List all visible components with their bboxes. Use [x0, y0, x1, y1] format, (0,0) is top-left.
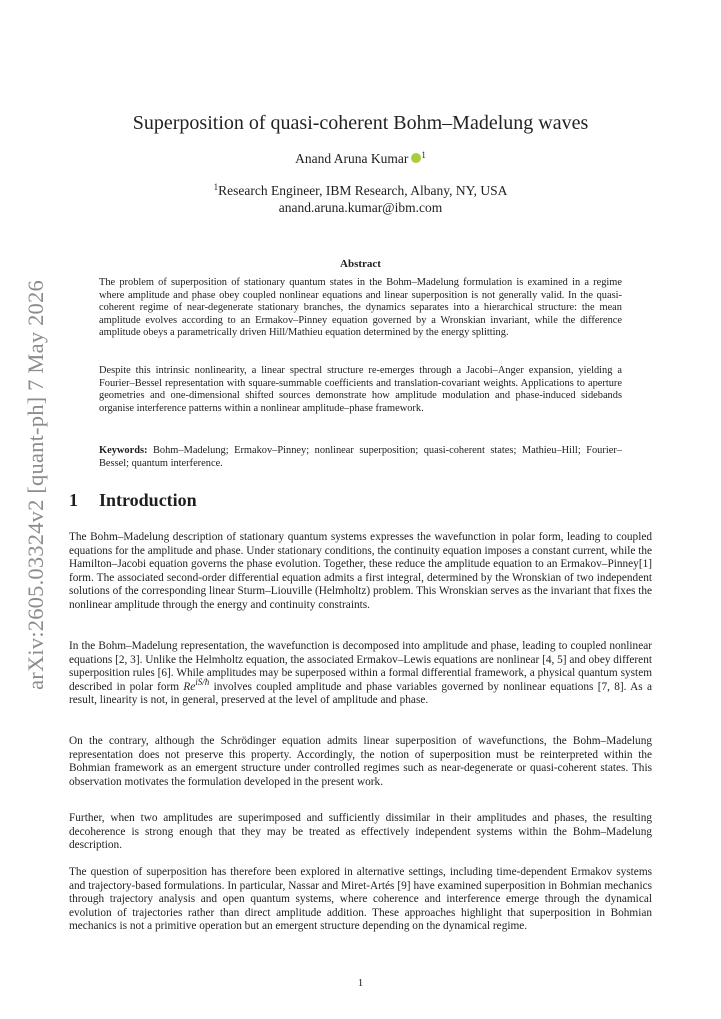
paper-title: Superposition of quasi-coherent Bohm–Madelung waves	[132, 112, 589, 134]
author-email[interactable]: anand.aruna.kumar@ibm.com	[278, 200, 443, 215]
page-number: 1	[357, 977, 364, 989]
keywords	[99, 445, 622, 470]
affiliation-text: Research Engineer, IBM Research, Albany, NY, USA	[218, 183, 508, 198]
body-paragraph-2	[69, 640, 652, 708]
author-name: Anand Aruna Kumar	[295, 151, 409, 166]
abstract-paragraph-1: The problem of superposition of stationary quantum states in the Bohm–Madelung formulation is examined in a regime where amplitude and phase obey coupled nonlinear equations and linear superposition is not generally valid. In the quasi-coherent regime of near-degenerate stationary branches, the dynamics separates into a hierarchical structure: the mean amplitude evolves according to an Ermakov–Pinney equation governed by a Wronskian invariant, while the difference amplitude obeys a parametrically driven Hill/Mathieu equation determined by the energy splitting.	[99, 277, 622, 339]
section-heading	[69, 490, 197, 511]
keywords-text: Bohm–Madelung; Ermakov–Pinney; nonlinear superposition; quasi-coherent states; Mathieu–Hill; Fourier–Bessel; quantum interference.	[99, 445, 622, 469]
keywords-label: Keywords:	[99, 445, 148, 456]
affiliation-block	[0, 182, 721, 216]
body-paragraph-5: The question of superposition has therefore been explored in alternative settings, including time-dependent Ermakov systems and trajectory-based formulations. In particular, Nassar and Miret-Artés [9] have examined superposition in Bohmian mechanics through trajectory analysis and open quantum systems, where coherence and interference emerge through the dynamical evolution of trajectories rather than direct amplitude addition. These approaches highlight that superposition in Bohmian mechanics is not a primitive operation but an emergent structure depending on the dynamical regime.	[69, 866, 652, 933]
body-paragraph-4: Further, when two amplitudes are superimposed and sufficiently dissimilar in their amplitudes and phases, the resulting decoherence is strong enough that they may be treated as effectively independent systems within the Bohm–Madelung description.	[69, 812, 652, 852]
body-paragraph-1: The Bohm–Madelung description of stationary quantum systems expresses the wavefunction in polar form, leading to coupled equations for the amplitude and phase. Under stationary conditions, the continuity equation imposes a constant current, while the Hamilton–Jacobi equation governs the phase evolution. Together, these reduce the amplitude equation to an Ermakov–Pinney[1] form. The associated second-order differential equation admits a first integral, determined by the Wronskian of two independent solutions of the corresponding linear Sturm–Liouville (Helmholtz) problem. This Wronskian serves as the invariant that fixes the nonlinear amplitude through the energy and continuity constraints.	[69, 531, 652, 611]
abstract-heading: Abstract	[340, 258, 381, 270]
arxiv-identifier	[23, 280, 49, 690]
body-paragraph-3: On the contrary, although the Schrödinger equation admits linear superposition of wavefunctions, the Bohm–Madelung representation does not preserve this property. Accordingly, the notion of superposition must be reinterpreted within the Bohmian framework as an emergent structure under controlled regimes such as near-degenerate or quasi-coherent states. This observation motivates the formulation developed in the present work.	[69, 735, 652, 788]
section-title: Introduction	[99, 490, 197, 510]
orcid-icon[interactable]	[411, 153, 421, 163]
body-paragraph-2-part-a: In the Bohm–Madelung representation, the wavefunction is decomposed into amplitude and phase, leading to coupled nonlinear equations [2, 3]. Unlike the Helmholtz equation, the associated Ermakov–Lewis equations are nonlinear [4, 5] and obey different superposition rules [6]. While amplitudes may be superposed within a formal differential framework, a physical quantum system described in polar form	[69, 640, 652, 693]
author-line	[0, 151, 721, 167]
abstract-paragraph-2: Despite this intrinsic nonlinearity, a linear spectral structure re-emerges through a Jacobi–Anger expansion, yielding a Fourier–Bessel representation with square-summable coefficients and translation-covariant weights. Applications to aperture geometries and one-dimensional shifted sources demonstrate how amplitude modulation and phase-induced sidebands organise interference patterns within a nonlinear amplitude–phase framework.	[99, 365, 622, 414]
author-affil-marker: 1	[421, 150, 426, 160]
affil-marker: 1	[213, 182, 219, 192]
arxiv-identifier-text: arXiv:2605.03324v2 [quant-ph] 7 May 2026	[23, 280, 49, 690]
affiliation	[0, 182, 721, 199]
polar-form-math: $Re^{iS/ħ}$	[183, 676, 210, 693]
section-number: 1	[69, 490, 78, 510]
body-paragraph-2-part-b: involves coupled amplitude and phase variables governed by nonlinear equations [7, 8]. As a result, linearity is not, in general, preserved at the level of amplitude and phase.	[69, 680, 652, 707]
